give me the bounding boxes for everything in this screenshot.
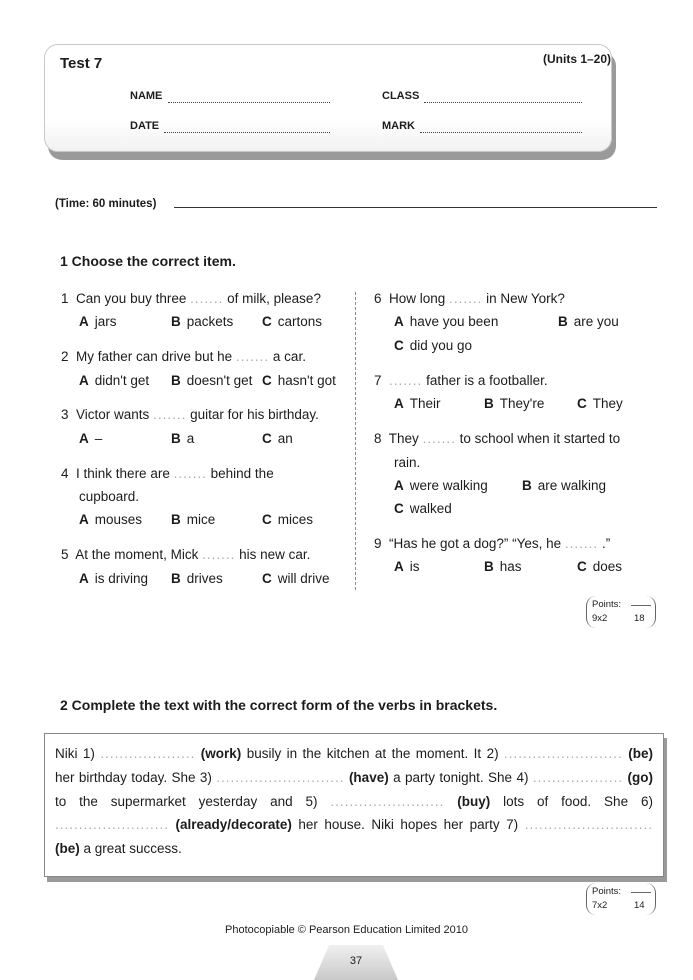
question-5-option-a[interactable]: A is driving bbox=[79, 571, 149, 586]
date-label: DATE bbox=[130, 120, 160, 132]
question-1-option-c[interactable]: C cartons bbox=[262, 314, 323, 329]
section-1-points-box bbox=[586, 596, 656, 628]
question-7-option-c[interactable]: C They bbox=[577, 396, 623, 411]
section-1-title: 1 Choose the correct item. bbox=[60, 253, 236, 269]
gap-fill-text-box bbox=[44, 733, 664, 877]
question-2-option-a[interactable]: A didn't get bbox=[79, 373, 150, 388]
question-5-option-c[interactable]: C will drive bbox=[262, 571, 330, 586]
question-8-option-b[interactable]: B are walking bbox=[522, 478, 607, 493]
blank-5: ........................ bbox=[330, 793, 445, 809]
question-8-line-2: rain. bbox=[394, 455, 421, 470]
question-7-option-b[interactable]: B They're bbox=[484, 396, 545, 411]
section-2-points-box bbox=[586, 883, 656, 915]
points-formula: 7x2 bbox=[592, 900, 608, 911]
class-label: CLASS bbox=[382, 90, 420, 102]
question-6: 6 How long ....... in New York? bbox=[374, 291, 565, 306]
question-9-option-c[interactable]: C does bbox=[577, 559, 623, 574]
question-7: 7 ....... father is a footballer. bbox=[374, 373, 548, 388]
blank-6: ........................ bbox=[55, 817, 170, 833]
question-5-option-b[interactable]: B drives bbox=[171, 571, 223, 586]
question-5: 5 At the moment, Mick ....... his new car. bbox=[61, 547, 311, 562]
question-1-option-b[interactable]: B packets bbox=[171, 314, 234, 329]
question-4-line-2: cupboard. bbox=[79, 489, 140, 504]
section-2-title: 2 Complete the text with the correct form of the verbs in brackets. bbox=[60, 697, 498, 713]
question-4-option-a[interactable]: A mouses bbox=[79, 512, 143, 527]
question-2-option-c[interactable]: C hasn't got bbox=[262, 373, 336, 388]
class-field[interactable] bbox=[424, 90, 582, 103]
question-3-option-a[interactable]: A – bbox=[79, 431, 103, 446]
question-9-option-b[interactable]: B has bbox=[484, 559, 522, 574]
gap-fill-paragraph: Niki 1) .................... (work) busily in the kitchen at the moment. It 2) ......................... (be) her birthday today. She 3) ........................... (have) a party tonight. She 4) ................... (go) to the supermarket yesterday and 5) ........................ (buy) lots of food. She 6) ........................ (already/decorate) her house. Niki hopes her party 7) ........................... (be) a great success. bbox=[55, 746, 653, 857]
question-4-option-c[interactable]: C mices bbox=[262, 512, 314, 527]
question-9: 9 “Has he got a dog?” “Yes, he ....... .” bbox=[374, 536, 611, 551]
question-1-option-a[interactable]: A jars bbox=[79, 314, 117, 329]
points-score-line bbox=[631, 605, 651, 606]
name-label: NAME bbox=[130, 90, 163, 102]
question-8-option-a[interactable]: A were walking bbox=[394, 478, 488, 493]
question-3-option-b[interactable]: B a bbox=[171, 431, 195, 446]
question-1: 1 Can you buy three ....... of milk, please? bbox=[61, 291, 321, 306]
points-score-line bbox=[631, 892, 651, 893]
time-rule bbox=[174, 207, 657, 208]
question-8: 8 They ....... to school when it started to bbox=[374, 431, 621, 446]
question-4-option-b[interactable]: B mice bbox=[171, 512, 216, 527]
points-label: Points: bbox=[592, 886, 622, 897]
question-6-option-b[interactable]: B are you bbox=[558, 314, 619, 329]
blank-4: ................... bbox=[532, 769, 624, 785]
blank-7: ........................... bbox=[524, 817, 653, 833]
points-formula: 9x2 bbox=[592, 613, 608, 624]
page-number: 37 bbox=[349, 955, 363, 967]
question-3-option-c[interactable]: C an bbox=[262, 431, 293, 446]
date-field[interactable] bbox=[164, 120, 330, 133]
mark-field[interactable] bbox=[420, 120, 582, 133]
test-title: Test 7 bbox=[60, 55, 103, 72]
blank-1: .................... bbox=[100, 746, 196, 761]
blank-2: ......................... bbox=[504, 746, 623, 761]
mark-label: MARK bbox=[382, 120, 415, 132]
points-total: 14 bbox=[634, 900, 645, 911]
time-limit: (Time: 60 minutes) bbox=[55, 198, 157, 210]
question-9-option-a[interactable]: A is bbox=[394, 559, 420, 574]
question-3: 3 Victor wants ....... guitar for his birthday. bbox=[61, 407, 319, 422]
question-2-option-b[interactable]: B doesn't get bbox=[171, 373, 253, 388]
units-range: (Units 1–20) bbox=[543, 52, 612, 66]
name-field[interactable] bbox=[168, 90, 330, 103]
question-2: 2 My father can drive but he ....... a car. bbox=[61, 349, 306, 364]
column-divider bbox=[355, 292, 356, 590]
question-6-option-c[interactable]: C did you go bbox=[394, 338, 473, 353]
question-4: 4 I think there are ....... behind the bbox=[61, 466, 274, 481]
points-total: 18 bbox=[634, 613, 645, 624]
question-6-option-a[interactable]: A have you been bbox=[394, 314, 499, 329]
points-label: Points: bbox=[592, 599, 622, 610]
copyright-footer: Photocopiable © Pearson Education Limited 2010 bbox=[225, 924, 468, 936]
question-7-option-a[interactable]: A Their bbox=[394, 396, 441, 411]
blank-3: ........................... bbox=[216, 769, 345, 785]
question-8-option-c[interactable]: C walked bbox=[394, 501, 452, 516]
